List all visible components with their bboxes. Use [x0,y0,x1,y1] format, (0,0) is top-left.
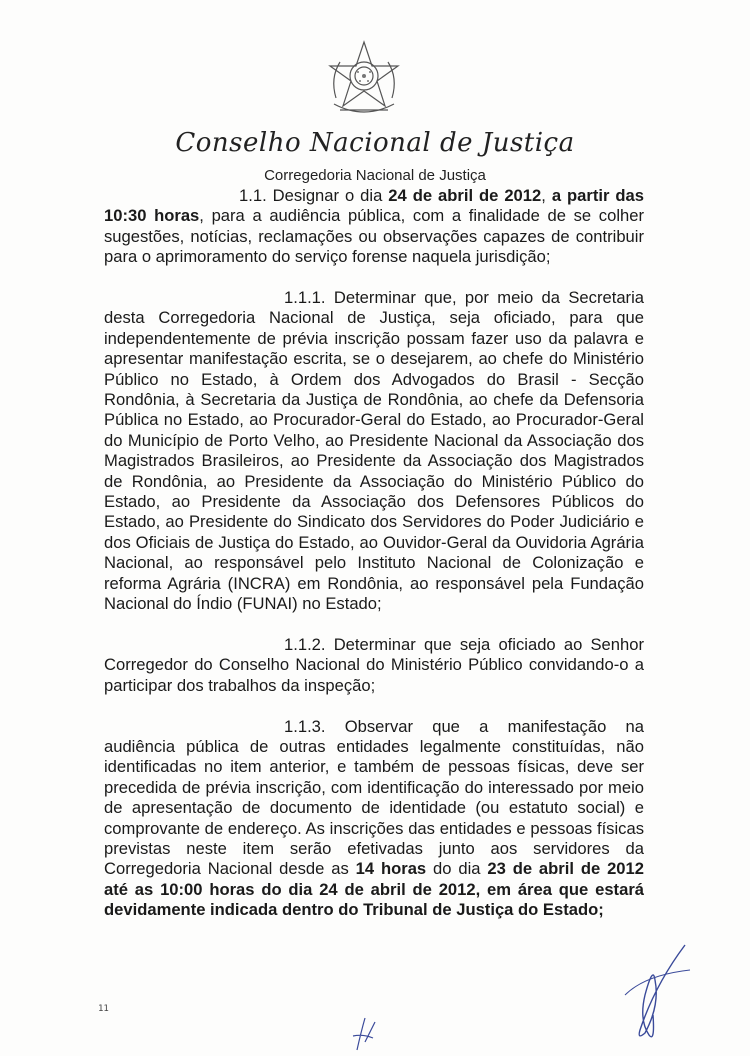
paragraph-1-1: 1.1. Designar o dia 24 de abril de 2012, a partir das 10:30 horas, para a audiência pública, com a finalidade de se colher sugestões, notícias, reclamações ou observações capazes de contribuir para o aprimoramento do serviço forense naquela jurisdição; [104,186,644,267]
council-name: Conselho Nacional de Justiça [175,128,575,158]
paragraph-1-1-2: 1.1.2. Determinar que seja oficiado ao Senhor Corregedor do Conselho Nacional do Ministério Público convidando-o a participar dos trabalhos da inspeção; [104,634,644,695]
brazil-coat-of-arms-icon [322,38,406,124]
office-subtitle: Corregedoria Nacional de Justiça [264,167,486,184]
page-number: 11 [98,1004,109,1014]
paragraph-1-1-1: 1.1.1. Determinar que, por meio da Secretaria desta Corregedoria Nacional de Justiça, seja oficiado, para que independentemente de prévia inscrição possam fazer uso da palavra e apresentar manifestação escrita, se o desejarem, ao chefe do Ministério Público no Estado, à Ordem dos Advogados do Brasil - Secção Rondônia, à Secretaria da Justiça de Rondônia, ao chefe da Defensoria Pública no Estado, ao Procurador-Geral do Estado, ao Procurador-Geral do Município de Porto Velho, ao Presidente Nacional da Associação dos Magistrados Brasileiros, ao Presidente da Associação dos Magistrados de Rondônia, ao Presidente da Associação do Ministério Público do Estado, ao Presidente da Associação dos Defensores Públicos do Estado, ao Presidente do Sindicato dos Servidores do Poder Judiciário e dos Oficiais de Justiça do Estado, ao Ouvidor-Geral da Ouvidoria Agrária Nacional, ao responsável pelo Instituto Nacional de Colonização e reforma Agrária (INCRA) em Rondônia, ao responsável pela Fundação Nacional do Índio (FUNAI) no Estado; [104,288,644,614]
document-body [104,186,644,921]
paragraph-1-1-3: 1.1.3. Observar que a manifestação na audiência pública de outras entidades legalmente constituídas, não identificadas no item anterior, e também de pessoas físicas, deve ser precedida de prévia inscrição, com identificação do interessado por meio de apresentação de documento de identidade (ou estatuto social) e comprovante de endereço. As inscrições das entidades e pessoas físicas previstas neste item serão efetivadas junto aos servidores da Corregedoria Nacional desde as 14 horas do dia 23 de abril de 2012 até as 10:00 horas do dia 24 de abril de 2012, em área que estará devidamente indicada dentro do Tribunal de Justiça do Estado; [104,716,644,920]
handwritten-signature-icon [615,935,695,1045]
handwritten-initials-icon [343,1012,383,1052]
